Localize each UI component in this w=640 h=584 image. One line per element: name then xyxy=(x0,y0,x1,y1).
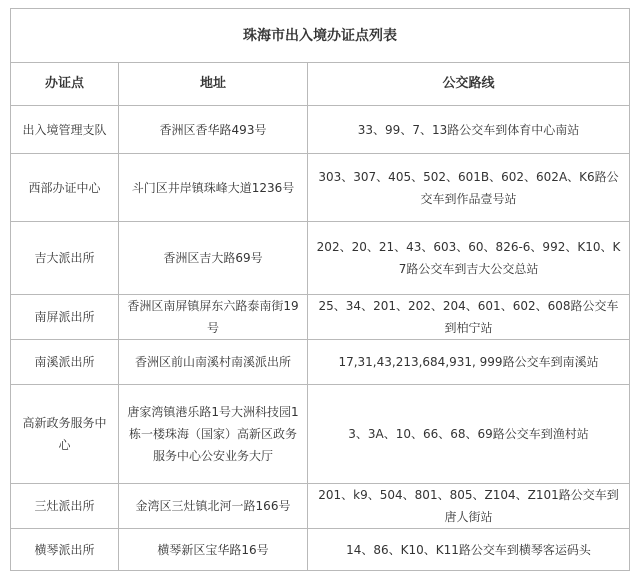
office-name: 西部办证中心 xyxy=(11,154,119,222)
bus-route: 303、307、405、502、601B、602、602A、K6路公交车到作品壹号站 xyxy=(308,154,630,222)
office-name: 高新政务服务中心 xyxy=(11,385,119,484)
office-name: 南屏派出所 xyxy=(11,295,119,340)
office-address: 横琴新区宝华路16号 xyxy=(119,529,308,571)
office-table xyxy=(10,8,630,571)
header-office: 办证点 xyxy=(11,63,119,106)
office-address: 香洲区香华路493号 xyxy=(119,106,308,154)
header-row xyxy=(11,63,630,106)
table-row xyxy=(11,106,630,154)
header-bus-route: 公交路线 xyxy=(308,63,630,106)
office-name: 出入境管理支队 xyxy=(11,106,119,154)
office-name: 吉大派出所 xyxy=(11,222,119,295)
table-row xyxy=(11,385,630,484)
bus-route: 14、86、K10、K11路公交车到横琴客运码头 xyxy=(308,529,630,571)
bus-route: 17,31,43,213,684,931, 999路公交车到南溪站 xyxy=(308,340,630,385)
office-address: 金湾区三灶镇北河一路166号 xyxy=(119,484,308,529)
office-address: 香洲区吉大路69号 xyxy=(119,222,308,295)
office-name: 南溪派出所 xyxy=(11,340,119,385)
office-address: 香洲区前山南溪村南溪派出所 xyxy=(119,340,308,385)
office-address: 香洲区南屏镇屏东六路泰南街19号 xyxy=(119,295,308,340)
office-name: 三灶派出所 xyxy=(11,484,119,529)
bus-route: 3、3A、10、66、68、69路公交车到渔村站 xyxy=(308,385,630,484)
table-row xyxy=(11,222,630,295)
table-row xyxy=(11,295,630,340)
bus-route: 201、k9、504、801、805、Z104、Z101路公交车到唐人街站 xyxy=(308,484,630,529)
bus-route: 202、20、21、43、603、60、826-6、992、K10、K7路公交车到吉大公交总站 xyxy=(308,222,630,295)
bus-route: 25、34、201、202、204、601、602、608路公交车到柏宁站 xyxy=(308,295,630,340)
office-address: 斗门区井岸镇珠峰大道1236号 xyxy=(119,154,308,222)
table-row xyxy=(11,484,630,529)
office-name: 横琴派出所 xyxy=(11,529,119,571)
table-row xyxy=(11,529,630,571)
header-address: 地址 xyxy=(119,63,308,106)
office-table-container xyxy=(10,8,629,571)
table-title: 珠海市出入境办证点列表 xyxy=(11,9,630,63)
bus-route: 33、99、7、13路公交车到体育中心南站 xyxy=(308,106,630,154)
office-address: 唐家湾镇港乐路1号大洲科技园1栋一楼珠海（国家）高新区政务服务中心公安业务大厅 xyxy=(119,385,308,484)
table-row xyxy=(11,154,630,222)
table-row xyxy=(11,340,630,385)
title-row xyxy=(11,9,630,63)
